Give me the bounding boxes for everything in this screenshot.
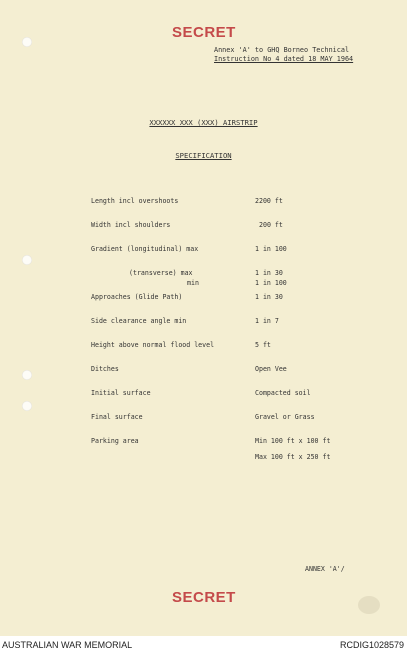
annex-reference: ANNEX 'A'/ [305, 565, 345, 573]
spec-label: min [187, 279, 199, 287]
document-subtitle: SPECIFICATION [175, 151, 232, 160]
paper-smudge [358, 596, 380, 614]
spec-value: 2200 ft [255, 197, 283, 205]
spec-label: Final surface [91, 413, 143, 421]
secret-stamp-top: SECRET [172, 24, 236, 41]
annex-line-1: Annex 'A' to GHQ Borneo Technical [214, 46, 350, 54]
archive-caption-left: AUSTRALIAN WAR MEMORIAL [2, 640, 133, 650]
punch-hole [22, 370, 32, 380]
spec-label: Height above normal flood level [91, 341, 215, 349]
archive-caption-right: RCDIG1028579 [339, 640, 404, 650]
spec-label: Ditches [91, 365, 119, 373]
spec-value: 1 in 100 [255, 245, 287, 253]
spec-value: Open Vee [255, 365, 287, 373]
spec-value: 1 in 7 [255, 317, 279, 325]
spec-label: Gradient (longitudinal) max [91, 245, 199, 253]
spec-value: 5 ft [255, 341, 271, 349]
spec-value: 1 in 100 [255, 279, 287, 287]
spec-label: Initial surface [91, 389, 151, 397]
document-title: XXXXXX XXX (XXX) AIRSTRIP [149, 118, 258, 127]
spec-value: Compacted soil [255, 389, 311, 397]
spec-value: 1 in 30 [255, 269, 283, 277]
annex-heading [214, 46, 353, 64]
spec-value: Min 100 ft x 100 ft [255, 437, 331, 445]
spec-label: Parking area [91, 437, 139, 445]
punch-hole [22, 401, 32, 411]
spec-label: Width incl shoulders [91, 221, 171, 229]
punch-hole [22, 255, 32, 265]
punch-hole [22, 37, 32, 47]
spec-value: Gravel or Grass [255, 413, 315, 421]
spec-label: Approaches (Glide Path) [91, 293, 183, 301]
secret-stamp-bottom: SECRET [172, 589, 236, 606]
spec-label: (transverse) max [129, 269, 193, 277]
spec-value: Max 100 ft x 250 ft [255, 453, 331, 461]
spec-label: Length incl overshoots [91, 197, 179, 205]
annex-line-2: Instruction No 4 dated 18 MAY 1964 [214, 55, 354, 63]
spec-value: 1 in 30 [255, 293, 283, 301]
spec-value: 200 ft [259, 221, 283, 229]
spec-label: Side clearance angle min [91, 317, 187, 325]
